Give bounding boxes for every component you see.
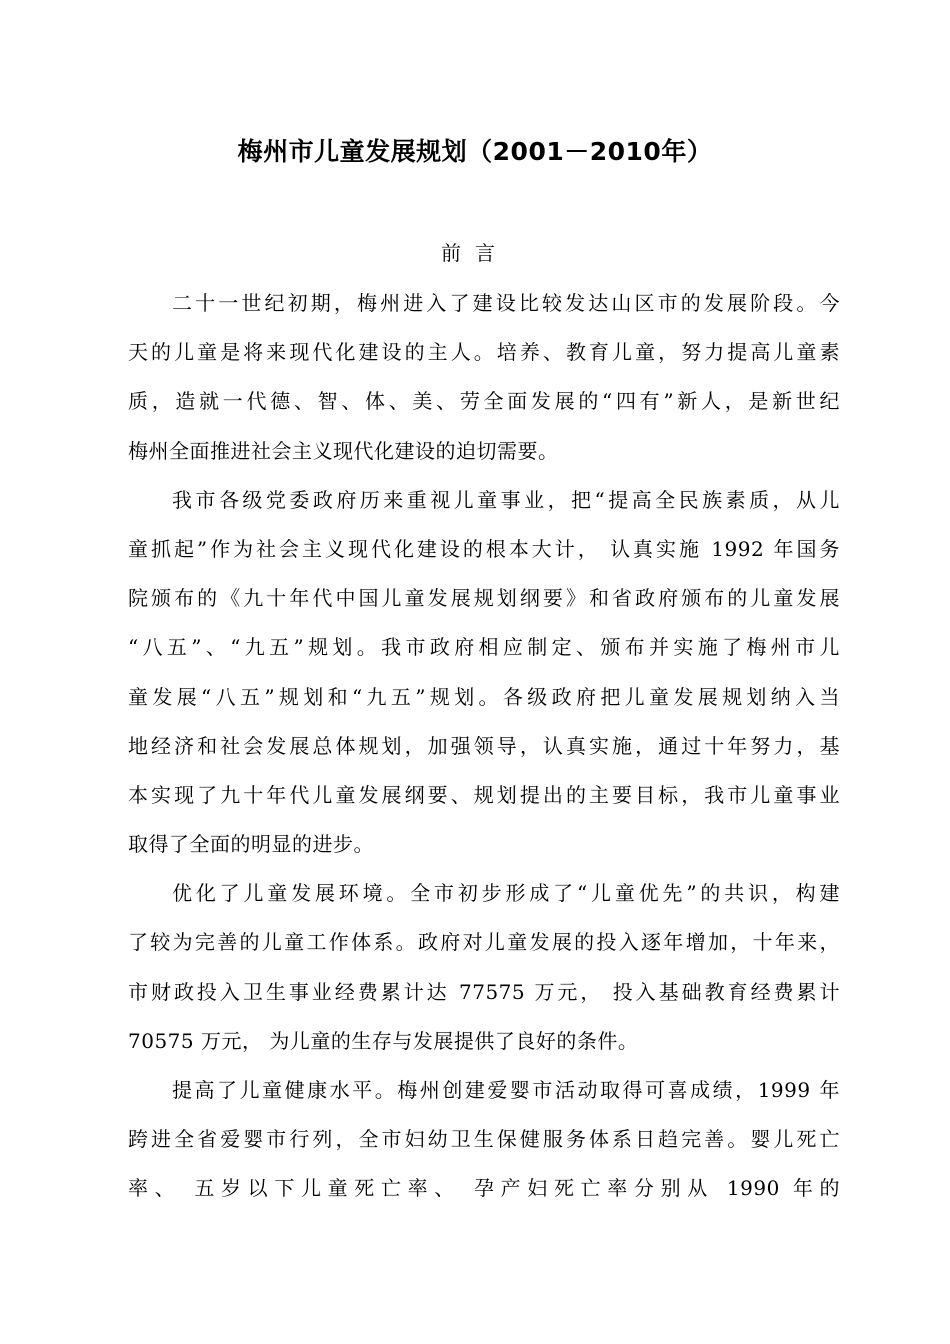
paragraph-3 bbox=[128, 869, 840, 1066]
text-line: 梅州全面推进社会主义现代化建设的迫切需要。 bbox=[128, 438, 559, 463]
text-line: 地经济和社会发展总体规划，加强领导，认真实施，通过十年努力，基 bbox=[128, 733, 840, 758]
text-line: “八五”、“九五”规划。我市政府相应制定、颁布并实施了梅州市儿 bbox=[128, 635, 840, 660]
paragraph-1 bbox=[128, 279, 840, 476]
paragraph-4 bbox=[128, 1066, 840, 1214]
text-line: 提高了儿童健康水平。梅州创建爱婴市活动取得可喜成绩，1999 年 bbox=[172, 1078, 840, 1102]
text-line: 我市各级党委政府历来重视儿童事业，把“提高全民族素质，从儿 bbox=[172, 487, 840, 512]
text-line: 二十一世纪初期，梅州进入了建设比较发达山区市的发展阶段。今 bbox=[172, 291, 840, 315]
paragraph-2 bbox=[128, 476, 840, 870]
section-heading: 前言 bbox=[441, 241, 509, 265]
text-line: 童发展“八五”规划和“九五”规划。各级政府把儿童发展规划纳入当 bbox=[128, 684, 840, 709]
document-title: 梅州市儿童发展规划（2001－2010年） bbox=[237, 137, 713, 166]
text-line: 70575 万元， 为儿童的生存与发展提供了良好的条件。 bbox=[128, 1028, 639, 1053]
document-body bbox=[128, 279, 840, 1214]
text-line: 童抓起”作为社会主义现代化建设的根本大计， 认真实施 1992 年国务 bbox=[128, 536, 840, 561]
text-line: 率、 五岁以下儿童死亡率、 孕产妇死亡率分别从 1990 年的 bbox=[128, 1176, 840, 1201]
text-line: 本实现了九十年代儿童发展纲要、规划提出的主要目标，我市儿童事业 bbox=[128, 782, 840, 807]
text-line: 院颁布的《九十年代中国儿童发展规划纲要》和省政府颁布的儿童发展 bbox=[128, 586, 840, 611]
text-line: 跨进全省爱婴市行列，全市妇幼卫生保健服务体系日趋完善。婴儿死亡 bbox=[128, 1127, 840, 1152]
text-line: 优化了儿童发展环境。全市初步形成了“儿童优先”的共识，构建 bbox=[172, 881, 840, 906]
text-line: 质，造就一代德、智、体、美、劳全面发展的“四有”新人，是新世纪 bbox=[128, 389, 840, 414]
text-line: 了较为完善的儿童工作体系。政府对儿童发展的投入逐年增加，十年来， bbox=[128, 930, 840, 955]
text-line: 市财政投入卫生事业经费累计达 77575 万元， 投入基础教育经费累计 bbox=[128, 979, 840, 1004]
text-line: 取得了全面的明显的进步。 bbox=[128, 832, 374, 857]
text-line: 天的儿童是将来现代化建设的主人。培养、教育儿童，努力提高儿童素 bbox=[128, 340, 840, 365]
